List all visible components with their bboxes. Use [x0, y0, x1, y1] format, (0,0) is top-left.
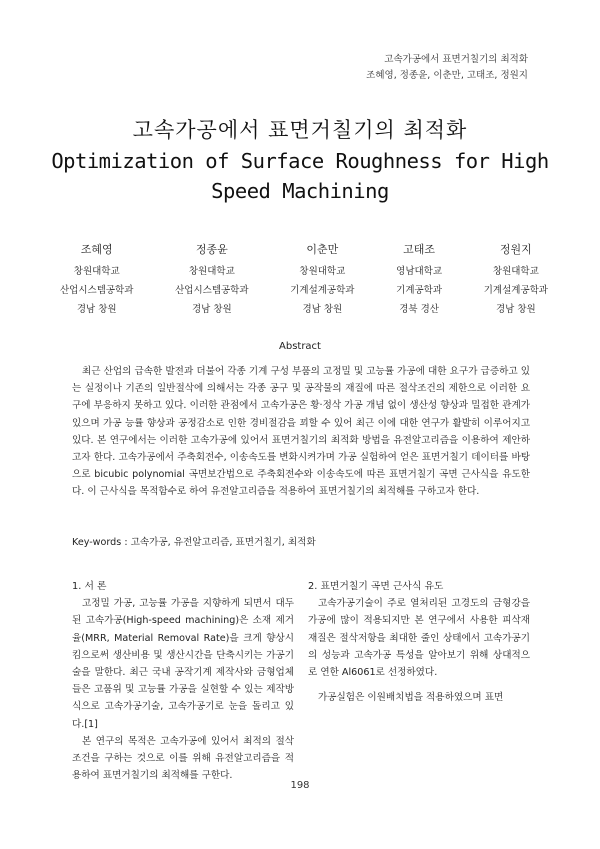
author-block	[290, 240, 354, 319]
author-affiliation: 창원대학교	[188, 266, 235, 277]
introduction-paragraph: 본 연구의 목적은 고속가공에 있어서 최적의 절삭조건을 구하는 것으로 이를 위해 유전알고리즘을 적용하여 표면거칠기의 최적해를 구한다.	[72, 735, 294, 782]
abstract-heading: Abstract	[279, 341, 321, 352]
author-affiliation: 창원대학교	[492, 266, 539, 277]
introduction-paragraph: 고정밀 가공, 고능률 가공을 지향하게 되면서 대두된 고속가공(High-speed machining)은 소재 제거율(MRR, Material Removal Rate)을 크게 향상시킴으로써 생산비용 및 생산시간을 단축시키는 가공기술을 말한다. 최근 국내 공작기계 제작사와 금형업체들은 고품위 및 고능률 가공을 실현할 수 있는 제작방식으로 고속가공기술, 고속가공기로 눈을 돌리고 있다.[1]	[72, 598, 294, 730]
author-name: 정종윤	[195, 243, 228, 256]
author-location: 경남 창원	[495, 304, 536, 315]
author-location: 경남 창원	[191, 304, 232, 315]
author-affiliation: 창원대학교	[73, 266, 120, 277]
paper-title-english-line1: Optimization of Surface Roughness for High	[51, 149, 549, 173]
author-name: 이춘만	[306, 243, 339, 256]
author-name: 정원지	[499, 243, 532, 256]
running-header	[366, 52, 528, 84]
paper-title-english	[0, 146, 600, 206]
author-department: 산업시스템공학과	[60, 285, 134, 296]
running-header-title: 고속가공에서 표면거칠기의 최적화	[384, 54, 528, 65]
right-column	[308, 578, 530, 706]
surface-fitting-paragraph: 고속가공기술이 주로 열처리된 고경도의 금형강을 가공에 많이 적용되지만 본 연구에서 사용한 피삭재 재질은 절삭저항을 최대한 줄인 상태에서 고속가공기의 성능과 고속가공 특성을 알아보기 위해 상대적으로 연한 Al6061로 선정하였다.	[308, 598, 530, 679]
section-heading-introduction: 1. 서 론	[72, 581, 107, 592]
author-location: 경북 경산	[399, 304, 439, 315]
author-department: 기계공학과	[396, 285, 443, 296]
author-block	[175, 240, 248, 319]
section-heading-surface-fitting: 2. 표면거칠기 곡면 근사식 유도	[308, 581, 444, 592]
page-number: 198	[290, 780, 310, 791]
author-location: 경남 창원	[76, 304, 117, 315]
surface-fitting-paragraph: 가공실험은 이원배치법을 적용하였으며 표면	[318, 692, 504, 704]
author-affiliation: 창원대학교	[299, 266, 346, 277]
abstract-body: 최근 산업의 급속한 발전과 더불어 각종 기계 구성 부품의 고정밀 및 고능률 가공에 대한 요구가 급증하고 있는 실정이나 기존의 일반절삭에 의해서는 각종 공구 및 공작물의 재질에 따른 절삭조건의 제한으로 이러한 요구에 부응하지 못하고 있다. 이러한 관점에서 고속가공은 황·정삭 가공 개념 없이 생산성 향상과 밀접한 관계가 있으며 가공 능률 향상과 공정감소로 인한 경비절감을 꾀할 수 있어 최근 이에 대한 연구가 활발히 이루어지고 있다. 본 연구에서는 이러한 고속가공에 있어서 표면거칠기의 최적화 방법을 유전알고리즘을 이용하여 제안하고자 한다. 고속가공에서 주축회전수, 이송속도를 변화시켜가며 가공 실험하여 얻은 표면거칠기 데이터를 바탕으로 bicubic polynomial 곡면보간법으로 주축회전수와 이송속도에 따른 표면거칠기 곡면 근사식을 유도한다. 이 근사식을 목적함수로 하여 유전알고리즘을 적용하여 표면거칠기의 최적해를 구하고자 한다.	[72, 366, 530, 498]
paper-title-english-line2: Speed Machining	[211, 179, 389, 203]
author-department: 산업시스템공학과	[175, 285, 249, 296]
keywords: Key-words : 고속가공, 유전알고리즘, 표면거칠기, 최적화	[72, 537, 316, 548]
author-block	[60, 240, 133, 319]
author-name: 조혜영	[80, 243, 113, 256]
author-list	[60, 240, 548, 319]
author-block	[484, 240, 548, 319]
paper-title-korean: 고속가공에서 표면거칠기의 최적화	[132, 118, 468, 142]
author-affiliation: 영남대학교	[396, 266, 443, 277]
author-department: 기계설계공학과	[483, 285, 548, 296]
running-header-authors: 조혜영, 정종윤, 이춘만, 고태조, 정원지	[366, 70, 528, 81]
left-column	[72, 578, 294, 784]
author-location: 경남 창원	[302, 304, 343, 315]
author-block	[396, 240, 442, 319]
author-name: 고태조	[403, 243, 436, 256]
author-department: 기계설계공학과	[290, 285, 355, 296]
